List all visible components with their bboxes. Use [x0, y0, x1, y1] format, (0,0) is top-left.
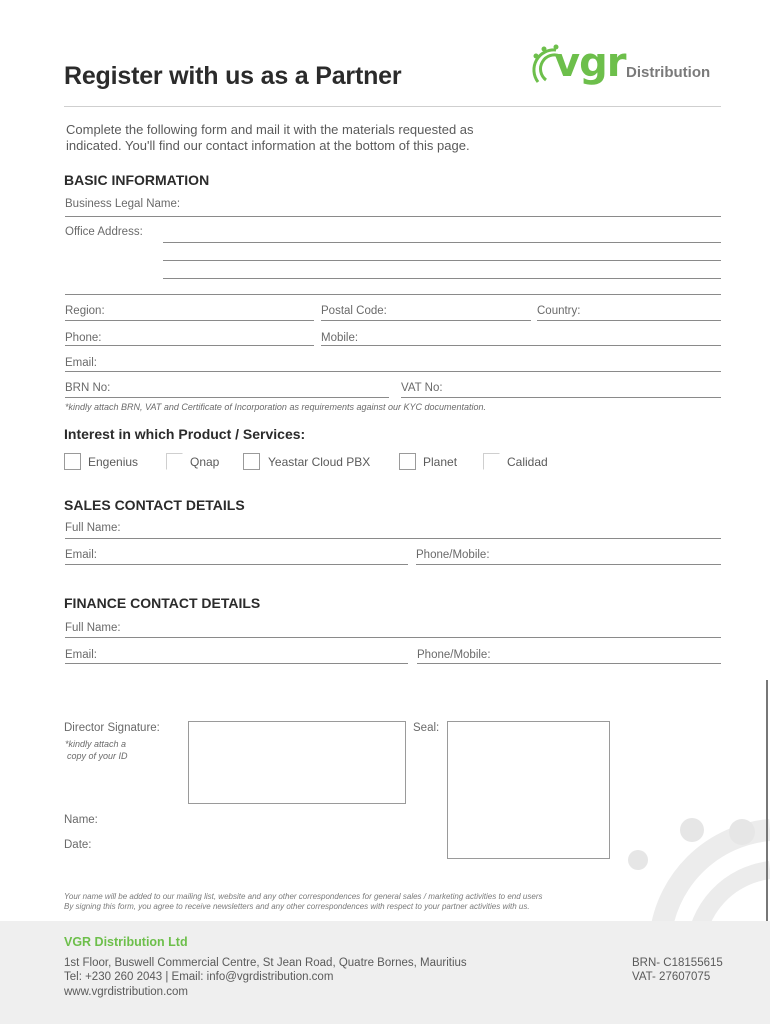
footer-company-name: VGR Distribution Ltd [64, 935, 188, 949]
disclaimer-line-1: Your name will be added to our mailing list, website and any other correspondences for general sales / marketing activities to end users [64, 892, 543, 901]
country-field[interactable] [537, 320, 721, 321]
business-name-field[interactable] [65, 216, 721, 217]
finance-heading: FINANCE CONTACT DETAILS [64, 595, 261, 611]
checkbox-label-yeastar: Yeastar Cloud PBX [268, 455, 371, 469]
checkbox-label-qnap: Qnap [190, 455, 220, 469]
phone-label: Phone: [65, 332, 102, 344]
page-title: Register with us as a Partner [64, 62, 402, 90]
checkbox-label-planet: Planet [423, 455, 458, 469]
id-note-line-1: *kindly attach a [65, 739, 127, 749]
header-divider [64, 106, 721, 107]
postal-code-label: Postal Code: [321, 305, 387, 317]
checkbox-qnap[interactable] [166, 453, 183, 470]
interest-heading: Interest in which Product / Services: [64, 426, 306, 442]
phone-field[interactable] [65, 345, 314, 346]
finance-email-label: Email: [65, 649, 97, 661]
brn-field[interactable] [65, 397, 389, 398]
sales-heading: SALES CONTACT DETAILS [64, 497, 245, 513]
region-label: Region: [65, 305, 105, 317]
footer-address: 1st Floor, Buswell Commercial Centre, St Jean Road, Quatre Bornes, Mauritius [64, 957, 467, 969]
sales-email-field[interactable] [65, 564, 408, 565]
office-address-field-2[interactable] [163, 260, 721, 261]
checkbox-label-calidad: Calidad [507, 455, 548, 469]
office-address-field-1[interactable] [163, 242, 721, 243]
email-field[interactable] [65, 371, 721, 372]
business-name-label: Business Legal Name: [65, 198, 181, 210]
footer-vat: VAT- 27607075 [632, 971, 711, 983]
logo-subtext: Distribution [626, 64, 711, 81]
footer-contact[interactable]: Tel: +230 260 2043 | Email: info@vgrdistribution.com [64, 971, 334, 983]
basic-info-heading: BASIC INFORMATION [64, 172, 210, 188]
sales-phone-label: Phone/Mobile: [416, 549, 490, 561]
footer-brn: BRN- C18155615 [632, 957, 723, 969]
checkbox-planet[interactable] [399, 453, 416, 470]
sales-full-name-field[interactable] [65, 538, 721, 539]
name-label: Name: [64, 814, 98, 826]
checkbox-yeastar[interactable] [243, 453, 260, 470]
finance-full-name-field[interactable] [65, 637, 721, 638]
kyc-note: *kindly attach BRN, VAT and Certificate of Incorporation as requirements against our KYC documentation. [65, 402, 487, 412]
region-field[interactable] [65, 320, 314, 321]
vat-field[interactable] [401, 397, 721, 398]
intro-text [66, 122, 586, 154]
office-address-field-4[interactable] [65, 294, 721, 295]
postal-code-field[interactable] [321, 320, 531, 321]
disclaimer-line-2: By signing this form, you agree to receive newsletters and any other correspondences with respect to your partner activities with us. [64, 902, 530, 911]
sales-full-name-label: Full Name: [65, 522, 121, 534]
checkbox-engenius[interactable] [64, 453, 81, 470]
finance-email-field[interactable] [65, 663, 408, 664]
footer-website[interactable]: www.vgrdistribution.com [64, 986, 188, 998]
finance-phone-field[interactable] [417, 663, 721, 664]
brn-label: BRN No: [65, 382, 111, 394]
intro-line-1: Complete the following form and mail it with the materials requested as [66, 122, 474, 137]
country-label: Country: [537, 305, 581, 317]
id-note-line-2: copy of your ID [67, 751, 128, 761]
vgr-logo [526, 42, 726, 94]
checkbox-label-engenius: Engenius [88, 455, 139, 469]
office-address-field-3[interactable] [163, 278, 721, 279]
checkbox-calidad[interactable] [483, 453, 500, 470]
logo-text: vgr [554, 40, 626, 86]
email-label: Email: [65, 357, 97, 369]
mobile-field[interactable] [321, 345, 721, 346]
seal-label: Seal: [413, 722, 440, 734]
director-signature-label: Director Signature: [64, 722, 160, 734]
mobile-label: Mobile: [321, 332, 359, 344]
date-label: Date: [64, 839, 92, 851]
disclaimer [64, 892, 542, 912]
finance-full-name-label: Full Name: [65, 622, 121, 634]
intro-line-2: indicated. You'll find our contact information at the bottom of this page. [66, 138, 470, 153]
office-address-label: Office Address: [65, 226, 143, 238]
sales-email-label: Email: [65, 549, 97, 561]
sales-phone-field[interactable] [416, 564, 721, 565]
director-signature-box[interactable] [188, 721, 406, 804]
footer [0, 921, 770, 1024]
vat-label: VAT No: [401, 382, 443, 394]
seal-box[interactable] [447, 721, 610, 859]
finance-phone-label: Phone/Mobile: [417, 649, 491, 661]
